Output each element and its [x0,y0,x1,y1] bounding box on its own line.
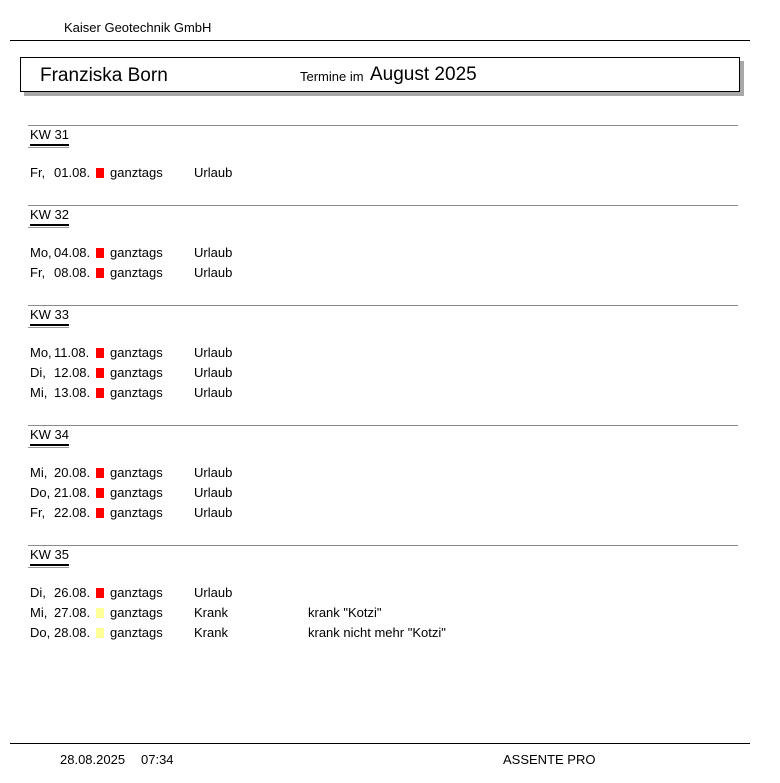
absence-type: Urlaub [194,485,233,500]
appointment-row [28,263,738,283]
absence-type: Krank [194,605,228,620]
week-section [28,425,738,523]
footer-divider [10,743,750,744]
time-span: ganztags [110,245,163,260]
person-name: Franziska Born [40,65,168,86]
footer-app-name: ASSENTE PRO [503,752,596,767]
status-color-marker [96,588,104,598]
appointment-row [28,243,738,263]
absence-type: Urlaub [194,265,233,280]
weekday: Fr, [30,265,46,280]
time-span: ganztags [110,265,163,280]
week-section [28,125,738,183]
date: 28.08. [54,625,91,640]
weekday: Fr, [30,165,46,180]
time-span: ganztags [110,465,163,480]
time-span: ganztags [110,165,163,180]
absence-type: Urlaub [194,385,233,400]
appointment-row [28,583,738,603]
absence-type: Urlaub [194,345,233,360]
week-label: KW 34 [30,427,69,446]
week-section [28,545,738,643]
time-span: ganztags [110,485,163,500]
date: 04.08. [54,245,91,260]
status-color-marker [96,628,104,638]
week-label: KW 32 [30,207,69,226]
absence-type: Urlaub [194,165,233,180]
absence-type: Urlaub [194,465,233,480]
time-span: ganztags [110,365,163,380]
time-span: ganztags [110,505,163,520]
week-section [28,305,738,403]
appointment-row [28,623,738,643]
weekday: Mo, [30,345,52,360]
weekday: Do, [30,485,51,500]
absence-type: Urlaub [194,505,233,520]
status-color-marker [96,608,104,618]
status-color-marker [96,248,104,258]
title-box [20,57,740,92]
absence-type: Urlaub [194,585,233,600]
weekday: Di, [30,365,46,380]
absence-type: Urlaub [194,365,233,380]
time-span: ganztags [110,585,163,600]
status-color-marker [96,488,104,498]
appointment-row [28,483,738,503]
status-color-marker [96,168,104,178]
weekday: Mo, [30,245,52,260]
date: 22.08. [54,505,91,520]
time-span: ganztags [110,345,163,360]
date: 13.08. [54,385,91,400]
date: 11.08. [54,345,90,360]
week-divider [28,545,738,546]
status-color-marker [96,468,104,478]
date: 20.08. [54,465,91,480]
date: 21.08. [54,485,91,500]
week-divider [28,425,738,426]
status-color-marker [96,508,104,518]
time-span: ganztags [110,605,163,620]
absence-type: Urlaub [194,245,233,260]
footer-date: 28.08.2025 [60,752,126,767]
appointment-row [28,383,738,403]
weekday: Fr, [30,505,46,520]
status-color-marker [96,368,104,378]
status-color-marker [96,268,104,278]
footer-time: 07:34 [141,752,174,767]
week-divider [28,305,738,306]
date: 08.08. [54,265,91,280]
header-divider [10,40,750,41]
weekday: Mi, [30,465,48,480]
absence-type: Krank [194,625,228,640]
week-section [28,205,738,283]
week-label: KW 33 [30,307,69,326]
weekday: Mi, [30,385,48,400]
weekday: Do, [30,625,51,640]
appointment-row [28,163,738,183]
status-color-marker [96,388,104,398]
weekday: Di, [30,585,46,600]
note: krank "Kotzi" [308,605,382,620]
week-label: KW 31 [30,127,69,146]
appointment-row [28,363,738,383]
appointment-row [28,503,738,523]
week-label: KW 35 [30,547,69,566]
weekday: Mi, [30,605,48,620]
appointment-row [28,343,738,363]
time-span: ganztags [110,625,163,640]
month-title: August 2025 [370,64,477,85]
appointment-row [28,603,738,623]
note: krank nicht mehr "Kotzi" [308,625,446,640]
date: 26.08. [54,585,91,600]
status-color-marker [96,348,104,358]
time-span: ganztags [110,385,163,400]
week-divider [28,125,738,126]
date: 27.08. [54,605,91,620]
termine-label: Termine im [300,69,364,84]
date: 01.08. [54,165,91,180]
company-name: Kaiser Geotechnik GmbH [64,20,212,35]
week-divider [28,205,738,206]
date: 12.08. [54,365,91,380]
appointment-row [28,463,738,483]
